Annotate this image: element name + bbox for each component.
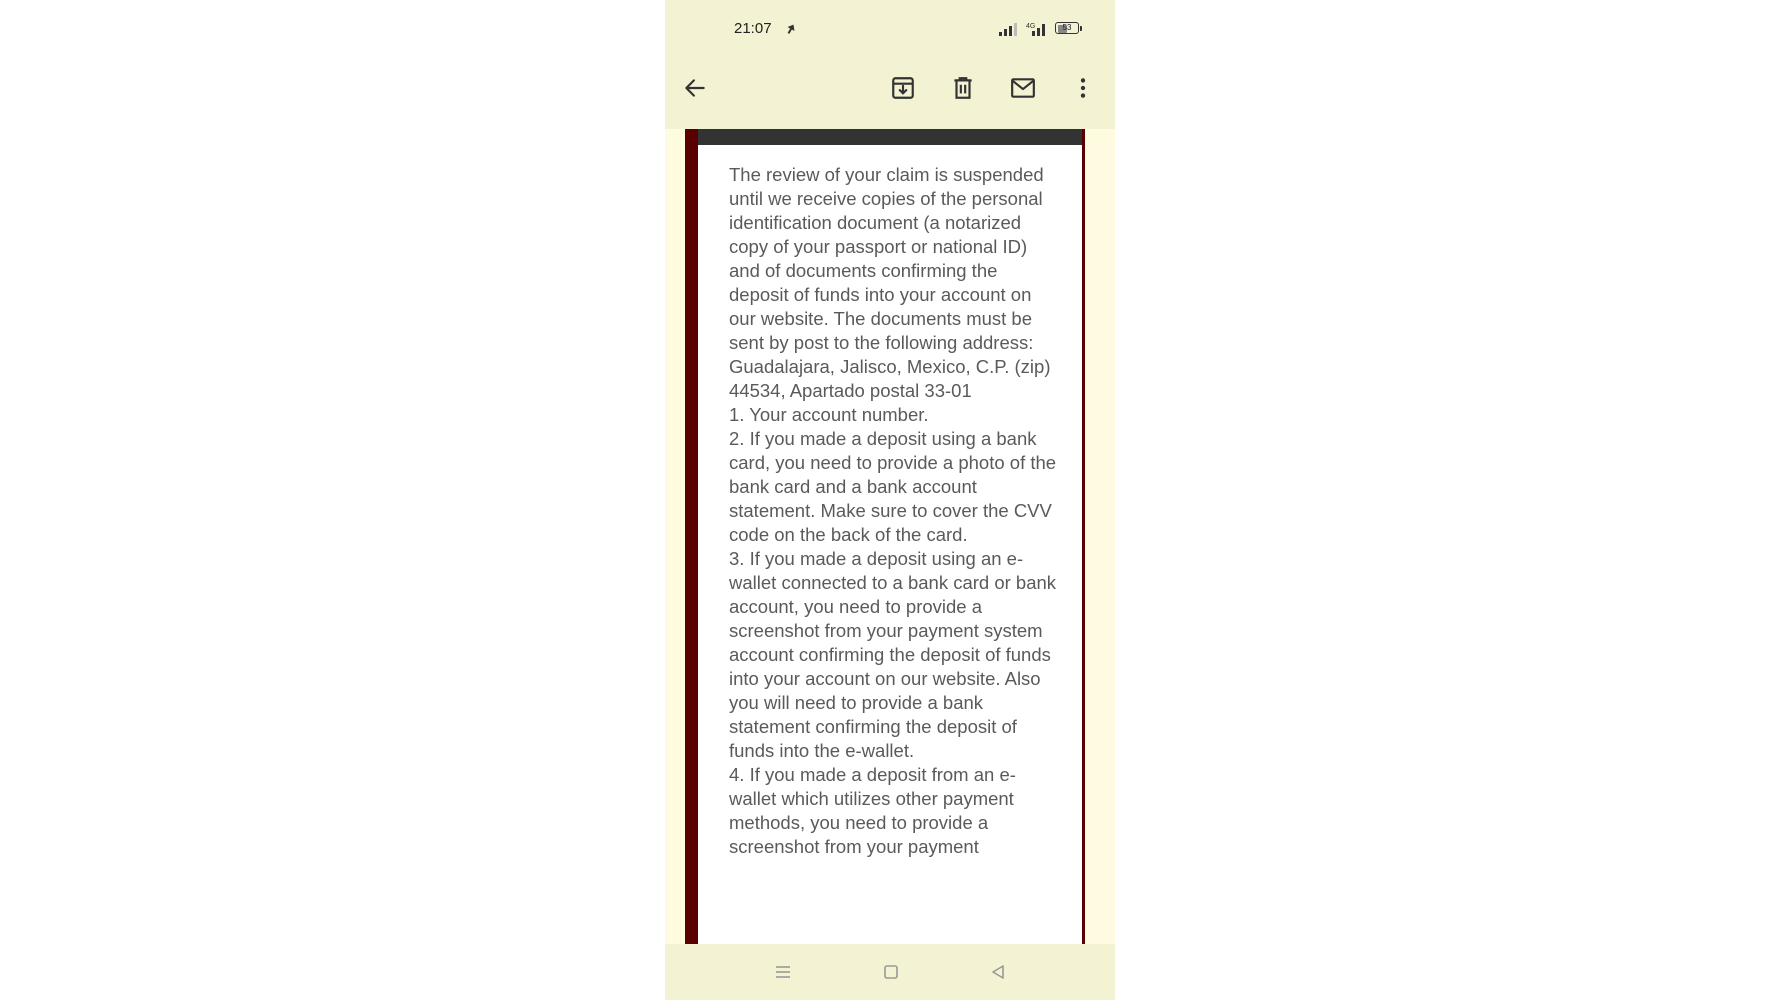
menu-icon <box>773 962 793 982</box>
trash-icon <box>950 75 976 101</box>
system-back-button[interactable] <box>984 958 1012 986</box>
message-paragraph: The review of your claim is suspended until we receive copies of the personal identification document (a notarized copy of your passport or national ID) and of documents confirming the deposit of funds into your account on our website. The documents must be sent by post to the following address: Guadalajara, Jalisco, Mexico, C.P. (zip) 44534, Apartado postal 33-01 <box>729 164 1051 401</box>
more-vert-icon <box>1070 75 1096 101</box>
notification-icon <box>784 22 798 36</box>
system-nav-bar <box>665 944 1115 1000</box>
message-list-item: 1. Your account number. <box>729 404 929 425</box>
archive-icon <box>890 75 916 101</box>
signal-icon <box>999 23 1017 36</box>
status-bar <box>665 0 1115 60</box>
battery-level: 53 <box>1062 23 1072 32</box>
mark-unread-button[interactable] <box>1005 70 1041 106</box>
phone-screen <box>665 0 1115 1000</box>
battery-tip <box>1080 26 1082 31</box>
message-list-item: 4. If you made a deposit from an e-wallet which utilizes other payment methods, you need to provide a screenshot from your payment <box>729 764 1016 857</box>
back-button[interactable] <box>677 70 713 106</box>
email-toolbar <box>665 60 1115 116</box>
archive-button[interactable] <box>885 70 921 106</box>
more-options-button[interactable] <box>1065 70 1101 106</box>
back-arrow-icon <box>682 75 708 101</box>
email-frame-top <box>698 129 1082 145</box>
svg-text:4G: 4G <box>1026 23 1036 30</box>
email-paper <box>698 145 1082 944</box>
mail-icon <box>1010 75 1036 101</box>
status-time: 21:07 <box>734 20 772 37</box>
email-body-scroll[interactable] <box>665 129 1115 944</box>
back-triangle-icon <box>988 962 1008 982</box>
home-button[interactable] <box>877 958 905 986</box>
home-icon <box>881 962 901 982</box>
recent-apps-button[interactable] <box>769 958 797 986</box>
battery-icon <box>1055 22 1083 36</box>
message-list-item: 3. If you made a deposit using an e-wallet connected to a bank card or bank account, you need to provide a screenshot from your payment system account confirming the deposit of funds into your account on our website. Also you will need to provide a bank statement confirming the deposit of funds into the e-wallet. <box>729 548 1057 761</box>
message-list-item: 2. If you made a deposit using a bank card, you need to provide a photo of the bank card and a bank account statement. Make sure to cover the CVV code on the back of the card. <box>729 428 1057 545</box>
email-message <box>729 163 1059 859</box>
data-signal-icon <box>1026 21 1048 36</box>
delete-button[interactable] <box>945 70 981 106</box>
